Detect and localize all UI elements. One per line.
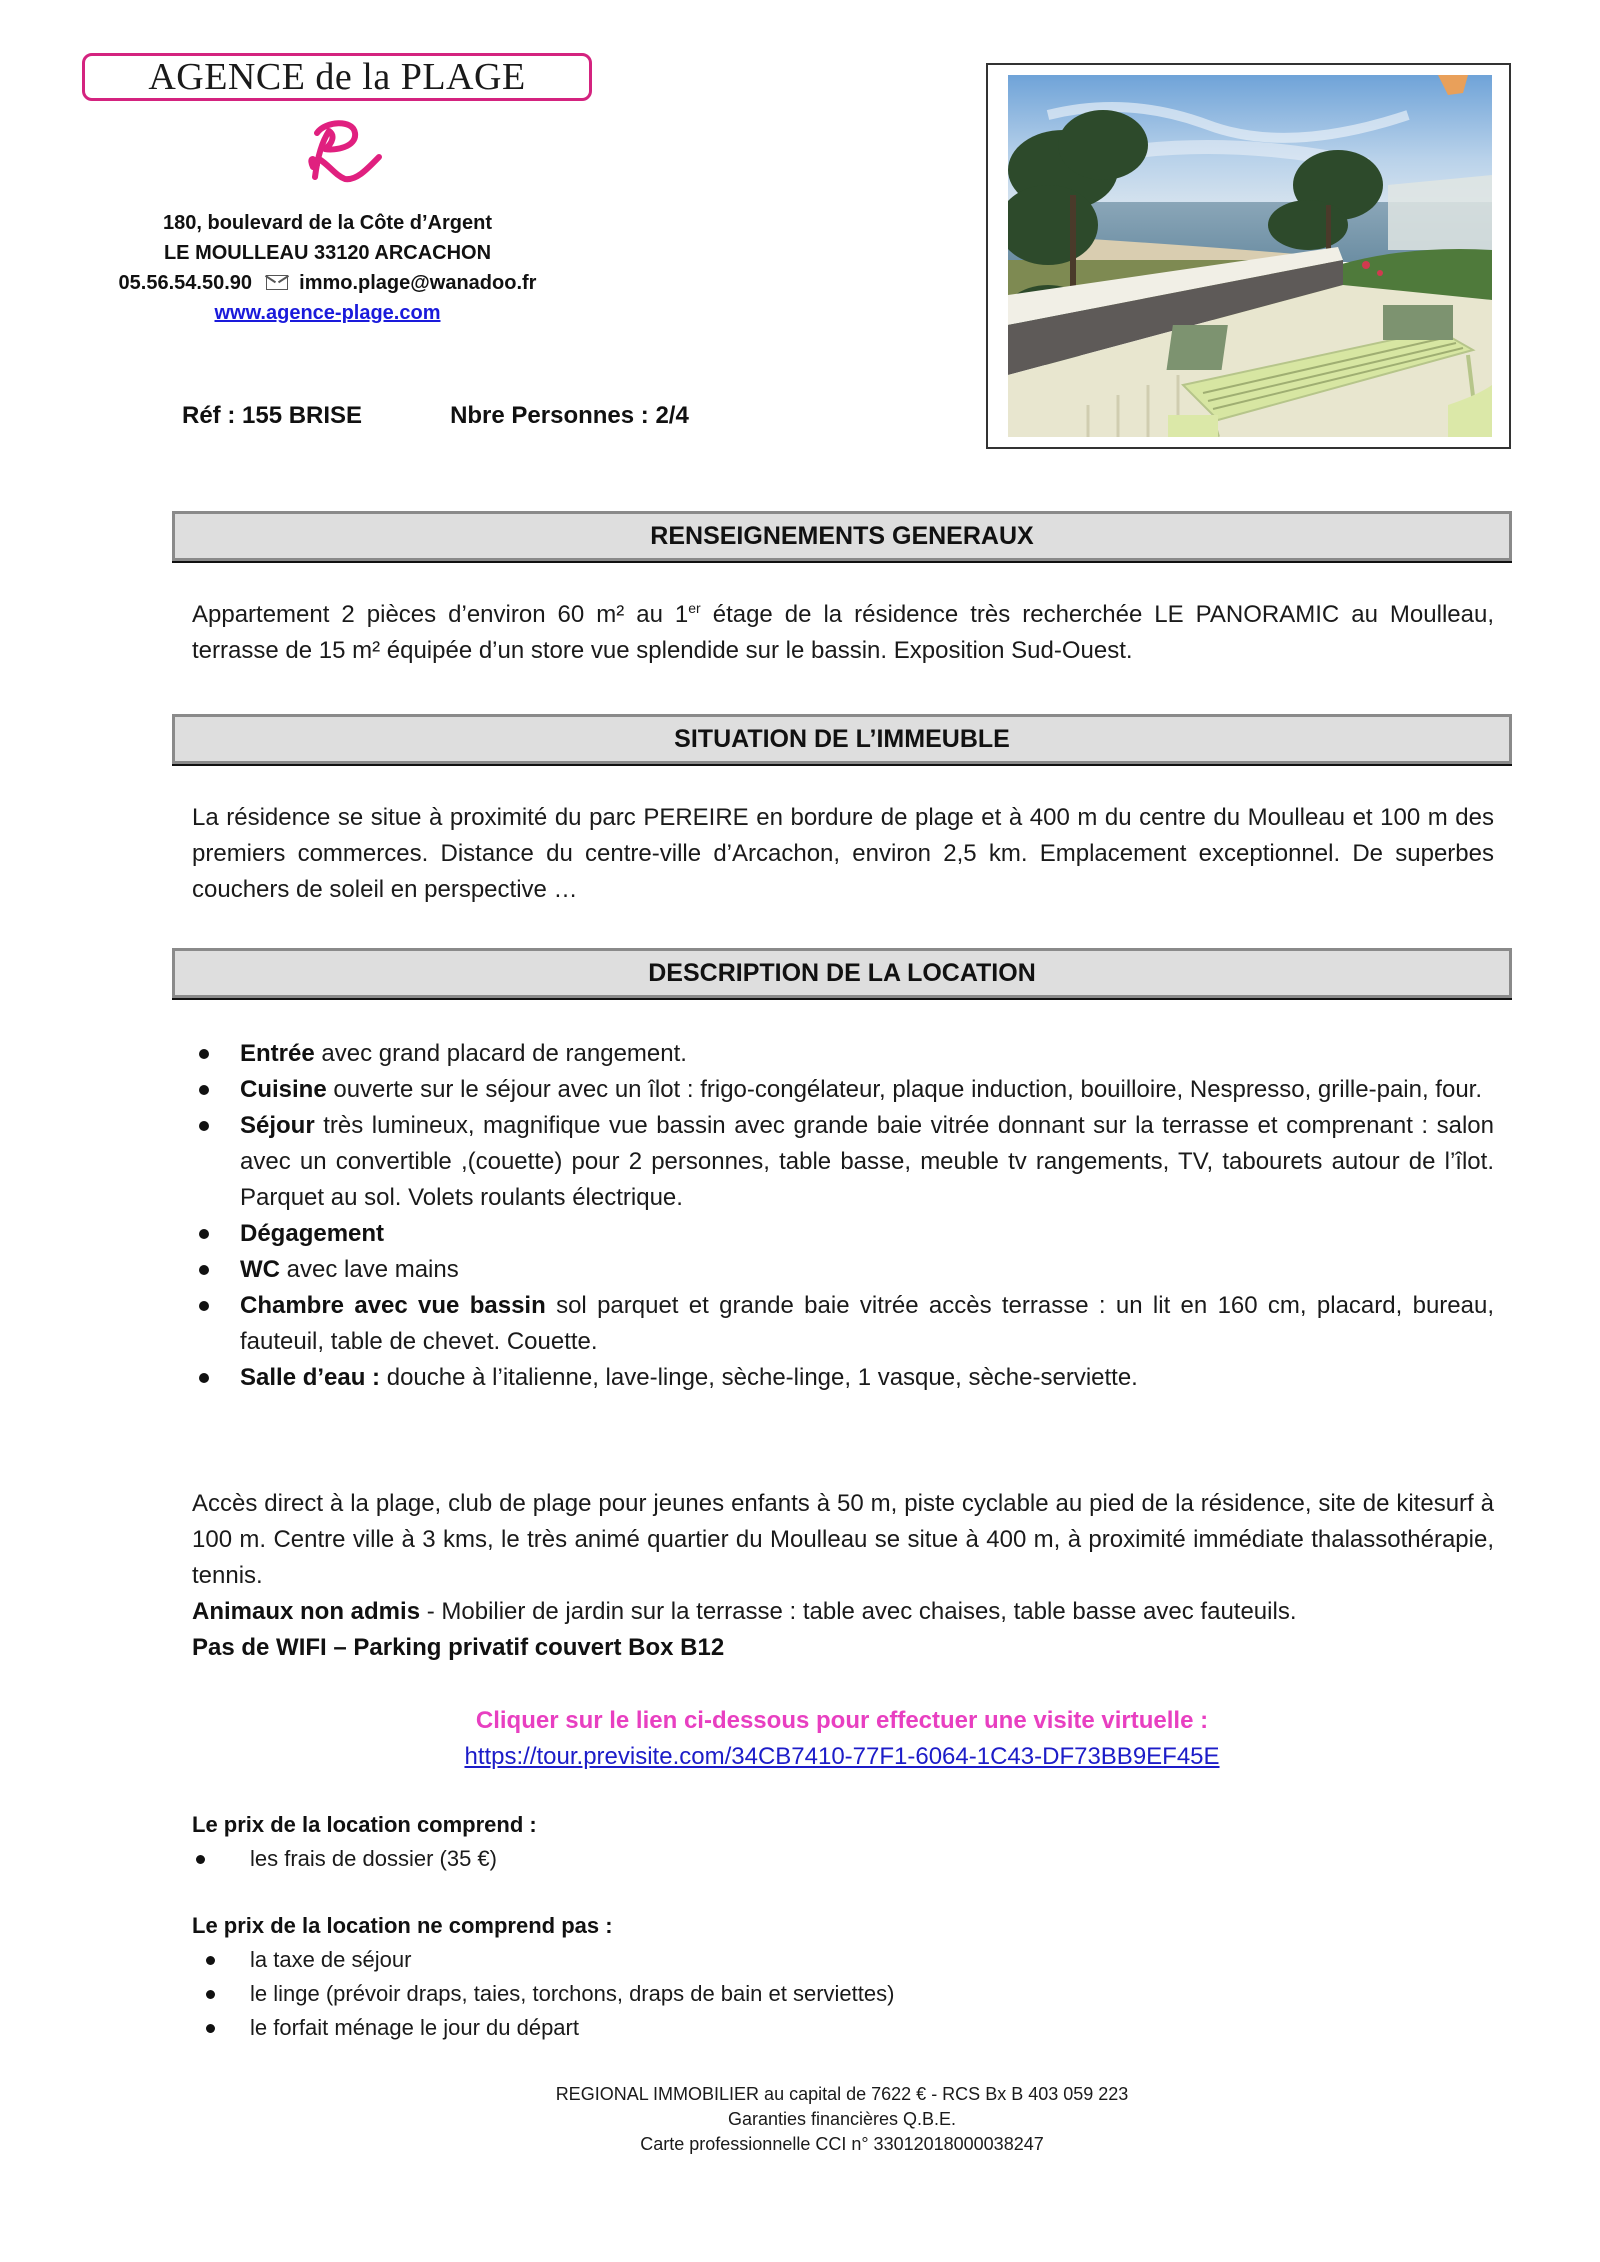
contact-line	[60, 268, 595, 298]
legal-footer	[172, 2082, 1512, 2157]
price-includes	[192, 1808, 1092, 1876]
agency-name: AGENCE de la PLAGE	[148, 56, 526, 98]
room-details: sol parquet et grande baie vitrée accès terrasse : un lit en 160 cm, placard, bureau, fauteuil, table de chevet. Couette.	[240, 1292, 1495, 1355]
room-details: très lumineux, magnifique vue bassin avec grande baie vitrée donnant sur la terrasse et comprenant : salon avec un convertible ,(couette) pour 2 personnes, table basse, meuble tv rangements, TV, tabourets autour de l’îlot. Parquet au sol. Volets roulants électrique.	[240, 1112, 1494, 1211]
additional-info	[192, 1486, 1494, 1666]
list-item: la taxe de séjour	[192, 1943, 1092, 1977]
virtual-visit-cta: Cliquer sur le lien ci-dessous pour effectuer une visite virtuelle :	[475, 1707, 1209, 1734]
list-item: le forfait ménage le jour du départ	[192, 2011, 1092, 2045]
list-item	[192, 1072, 1494, 1108]
room-details: avec lave mains	[279, 1256, 459, 1283]
section-title: RENSEIGNEMENTS GENERAUX	[650, 521, 1034, 550]
professional-card: Carte professionnelle CCI n° 33012018000038247	[640, 2134, 1044, 2154]
list-item	[192, 1216, 1494, 1252]
room-name: Salle d’eau :	[240, 1364, 381, 1391]
listing-reference	[182, 402, 689, 430]
price-excludes-title: Le prix de la location ne comprend pas :	[192, 1913, 613, 1938]
persons-count: Nbre Personnes : 2/4	[450, 402, 689, 429]
room-name: Dégagement	[240, 1220, 385, 1247]
company-registration: REGIONAL IMMOBILIER au capital de 7622 € - RCS Bx B 403 059 223	[555, 2084, 1129, 2104]
room-details: douche à l’italienne, lave-linge, sèche-linge, 1 vasque, sèche-serviette.	[380, 1364, 1138, 1391]
address-line-2: LE MOULLEAU 33120 ARCACHON	[163, 242, 492, 264]
envelope-icon	[266, 275, 288, 290]
phone-number: 05.56.54.50.90	[118, 272, 253, 294]
agency-logo-mark-icon	[295, 115, 385, 195]
list-item	[192, 1360, 1494, 1396]
room-details: avec grand placard de rangement.	[314, 1040, 687, 1067]
virtual-visit-link[interactable]: https://tour.previsite.com/34CB7410-77F1-6064-1C43-DF73BB9EF45E	[464, 1743, 1220, 1770]
ordinal-suffix: er	[688, 600, 701, 616]
wifi-parking	[192, 1630, 1494, 1666]
section-header-general	[172, 511, 1512, 561]
list-item	[192, 1288, 1494, 1360]
financial-guarantee: Garanties financières Q.B.E.	[727, 2109, 957, 2129]
room-name: Séjour	[240, 1112, 315, 1139]
price-excludes	[192, 1909, 1092, 2045]
list-item	[192, 1252, 1494, 1288]
virtual-visit	[172, 1703, 1512, 1775]
list-item: les frais de dossier (35 €)	[192, 1842, 1092, 1876]
website-link[interactable]: www.agence-plage.com	[214, 302, 441, 324]
agency-logo	[82, 53, 592, 101]
animals-bold: Animaux non admis	[192, 1598, 421, 1625]
general-description	[192, 597, 1494, 669]
reference-number: Réf : 155 BRISE	[182, 402, 363, 429]
property-photo-frame	[986, 63, 1511, 449]
room-name: Chambre avec vue bassin	[240, 1292, 546, 1319]
section-header-situation	[172, 714, 1512, 764]
wifi-parking-text: Pas de WIFI – Parking privatif couvert Box B12	[192, 1634, 725, 1661]
address-line-1: 180, boulevard de la Côte d’Argent	[163, 212, 492, 234]
room-name: Cuisine	[240, 1076, 327, 1103]
room-name: WC	[240, 1256, 280, 1283]
agency-contact	[60, 208, 595, 328]
property-photo	[1008, 75, 1492, 437]
list-item: le linge (prévoir draps, taies, torchons, draps de bain et serviettes)	[192, 1977, 1092, 2011]
situation-description: La résidence se situe à proximité du parc PEREIRE en bordure de plage et à 400 m du centre du Moulleau et 100 m des premiers commerces. Distance du centre-ville d’Arcachon, environ 2,5 km. Emplacement exceptionnel. De superbes couchers de soleil en perspective …	[192, 804, 1494, 903]
list-item	[192, 1108, 1494, 1216]
section-header-description	[172, 948, 1512, 998]
list-item	[192, 1036, 1494, 1072]
general-text-continued: étage de la résidence très recherchée LE PANORAMIC au Moulleau, terrasse de 15 m² équipée d’un store vue splendide sur le bassin. Exposition Sud-Ouest.	[192, 601, 1494, 664]
room-list	[192, 1036, 1494, 1396]
animals-policy	[192, 1594, 1494, 1630]
room-name: Entrée	[240, 1040, 315, 1067]
price-includes-title: Le prix de la location comprend :	[192, 1812, 537, 1837]
section-title: SITUATION DE L’IMMEUBLE	[674, 724, 1010, 753]
access-text: Accès direct à la plage, club de plage pour jeunes enfants à 50 m, piste cyclable au pied de la résidence, site de kitesurf à 100 m. Centre ville à 3 kms, le très animé quartier du Moulleau se situe à 400 m, à proximité immédiate thalassothérapie, tennis.	[192, 1490, 1494, 1589]
email-address[interactable]: immo.plage@wanadoo.fr	[299, 272, 537, 294]
room-details: ouverte sur le séjour avec un îlot : frigo-congélateur, plaque induction, bouilloire, Nespresso, grille-pain, four.	[326, 1076, 1483, 1103]
general-text: Appartement 2 pièces d’environ 60 m² au 1	[192, 601, 689, 628]
animals-text: - Mobilier de jardin sur la terrasse : table avec chaises, table basse avec fauteuils.	[420, 1598, 1297, 1625]
section-title: DESCRIPTION DE LA LOCATION	[648, 958, 1036, 987]
